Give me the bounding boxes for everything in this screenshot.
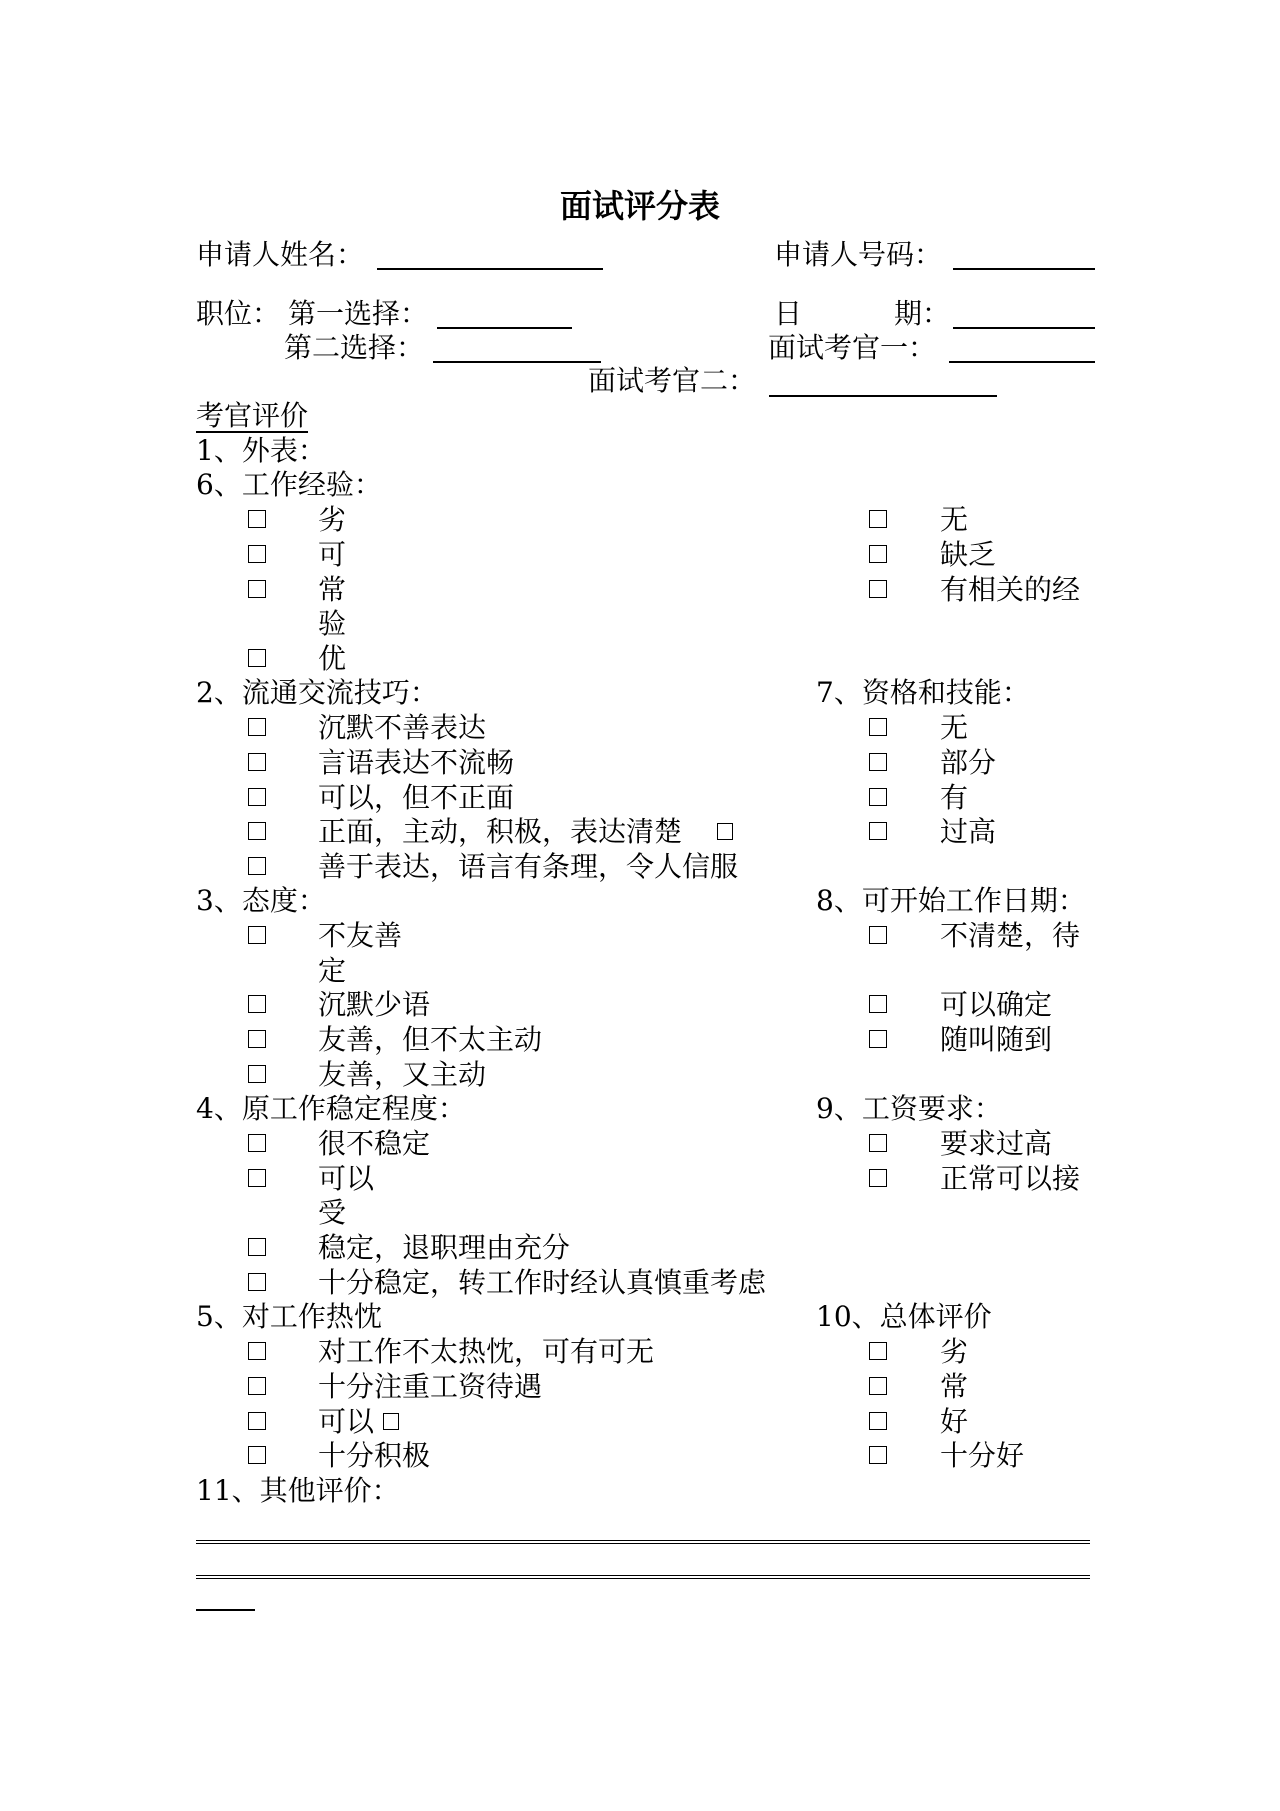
q5-checkbox[interactable] [248,1377,266,1395]
q6-label: 6、工作经验： [196,468,382,501]
q11-label: 11、其他评价： [196,1474,400,1507]
q8-checkbox[interactable] [869,1030,887,1048]
q6-option: 缺乏 [940,538,997,571]
q9-option: 正常可以接 [940,1162,1081,1195]
comment-line[interactable] [196,1540,1090,1544]
q6-checkbox[interactable] [248,580,266,598]
q4-label: 4、原工作稳定程度： [196,1092,466,1125]
q3-checkbox[interactable] [248,1030,266,1048]
q8-checkbox[interactable] [869,995,887,1013]
q7-option: 部分 [940,746,997,779]
applicant-name-field[interactable] [377,268,603,270]
comment-line[interactable] [196,1575,1090,1579]
q7-option: 有 [940,781,969,814]
q5-checkbox[interactable] [248,1446,266,1464]
q5-option: 可以 [318,1405,375,1438]
q8-label: 8、可开始工作日期： [816,884,1086,917]
q4-option-continued: 受 [318,1196,347,1229]
q2-checkbox[interactable] [248,788,266,806]
q8-checkbox[interactable] [869,926,887,944]
q3-option: 友善，又主动 [318,1058,487,1091]
q2-option: 言语表达不流畅 [318,746,515,779]
q6-option: 无 [940,503,969,536]
q4-option: 可以 [318,1162,375,1195]
q8-option: 可以确定 [940,988,1053,1021]
q5-label: 5、对工作热忱 [196,1300,382,1333]
q10-checkbox[interactable] [869,1412,887,1430]
q5-checkbox[interactable] [248,1412,266,1430]
q10-option: 好 [940,1405,969,1438]
q5-option-trailing-box [383,1413,399,1430]
interviewer-two-field[interactable] [769,395,997,397]
q7-label: 7、资格和技能： [816,676,1030,709]
q4-option: 十分稳定，转工作时经认真慎重考虑 [318,1266,767,1299]
comment-line-end[interactable] [196,1609,255,1611]
q3-checkbox[interactable] [248,926,266,944]
q6-option: 劣 [318,503,347,536]
q9-option: 要求过高 [940,1127,1053,1160]
q6-checkbox[interactable] [869,580,887,598]
first-choice-field[interactable] [437,327,572,329]
q2-checkbox[interactable] [248,822,266,840]
q10-option: 常 [940,1370,969,1403]
second-choice-field[interactable] [433,361,601,363]
q7-option: 无 [940,711,969,744]
q2-option: 可以，但不正面 [318,781,515,814]
q3-checkbox[interactable] [248,995,266,1013]
date-label-part2: 期： [894,297,951,330]
q7-checkbox[interactable] [869,753,887,771]
section-title: 考官评价 [196,399,309,432]
date-label-part1: 日 [774,297,803,330]
q8-option: 随叫随到 [940,1023,1053,1056]
q4-option: 很不稳定 [318,1127,431,1160]
q2-option: 正面，主动，积极，表达清楚 [318,815,683,848]
q3-option: 不友善 [318,919,403,952]
q4-checkbox[interactable] [248,1134,266,1152]
q5-option: 十分积极 [318,1439,431,1472]
q6-option: 有相关的经 [940,573,1081,606]
q10-label: 10、总体评价 [816,1300,992,1333]
q6-option: 优 [318,642,347,675]
q2-option-trailing-box [717,823,733,840]
applicant-number-field[interactable] [953,268,1095,270]
q2-option: 善于表达，语言有条理，令人信服 [318,850,739,883]
q4-option: 稳定，退职理由充分 [318,1231,571,1264]
q4-checkbox[interactable] [248,1238,266,1256]
q3-option: 友善，但不太主动 [318,1023,543,1056]
interviewer-two-label: 面试考官二： [588,364,757,397]
q3-label: 3、态度： [196,884,326,917]
q8-option: 不清楚，待 [940,919,1081,952]
q3-option-continued: 定 [318,954,347,987]
applicant-name-label: 申请人姓名： [196,238,365,271]
q3-checkbox[interactable] [248,1065,266,1083]
q5-option: 十分注重工资待遇 [318,1370,543,1403]
q7-checkbox[interactable] [869,788,887,806]
q5-option: 对工作不太热忱，可有可无 [318,1335,655,1368]
applicant-number-label: 申请人号码： [774,238,943,271]
q10-option: 劣 [940,1335,969,1368]
q6-checkbox[interactable] [248,649,266,667]
interviewer-one-label: 面试考官一： [768,331,937,364]
q5-checkbox[interactable] [248,1342,266,1360]
q6-checkbox[interactable] [869,545,887,563]
q10-checkbox[interactable] [869,1377,887,1395]
interviewer-one-field[interactable] [949,361,1095,363]
first-choice-label: 第一选择： [288,297,429,330]
q3-option: 沉默少语 [318,988,431,1021]
q2-option: 沉默不善表达 [318,711,487,744]
date-field[interactable] [953,327,1095,329]
q2-checkbox[interactable] [248,753,266,771]
q9-label: 9、工资要求： [816,1092,1002,1125]
q6-option: 常 [318,573,347,606]
q6-checkbox[interactable] [248,510,266,528]
q10-checkbox[interactable] [869,1446,887,1464]
q7-option: 过高 [940,815,997,848]
q1-label: 1、外表： [196,434,326,467]
q9-checkbox[interactable] [869,1169,887,1187]
q6-checkbox[interactable] [248,545,266,563]
q7-checkbox[interactable] [869,718,887,736]
q4-checkbox[interactable] [248,1169,266,1187]
q4-checkbox[interactable] [248,1273,266,1291]
page-title: 面试评分表 [559,187,720,225]
q7-checkbox[interactable] [869,822,887,840]
q9-checkbox[interactable] [869,1134,887,1152]
position-label: 职位： [196,297,281,330]
q6-option-continued: 验 [318,607,347,640]
second-choice-label: 第二选择： [284,331,425,364]
q10-checkbox[interactable] [869,1342,887,1360]
q6-checkbox[interactable] [869,510,887,528]
q6-option: 可 [318,538,347,571]
q2-label: 2、流通交流技巧： [196,676,438,709]
q2-checkbox[interactable] [248,718,266,736]
q10-option: 十分好 [940,1439,1025,1472]
q2-checkbox[interactable] [248,857,266,875]
